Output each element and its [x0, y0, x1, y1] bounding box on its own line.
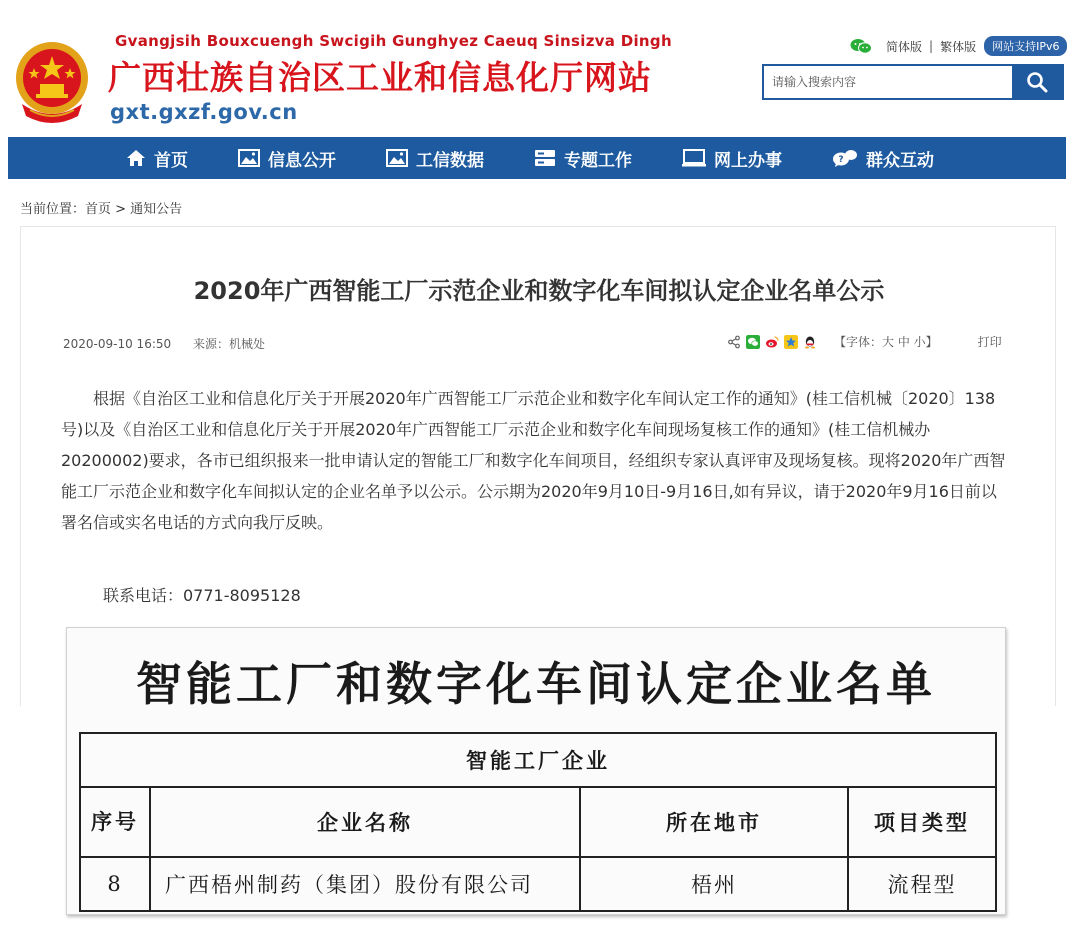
- wechat-icon[interactable]: [850, 38, 872, 54]
- share-icon[interactable]: [727, 335, 741, 349]
- nav-item-label: 网上办事: [714, 150, 782, 171]
- site-header: [0, 0, 1068, 135]
- image-icon: [386, 149, 408, 167]
- site-title[interactable]: 广西壮族自治区工业和信息化厅网站: [108, 58, 652, 97]
- article-body: 根据《自治区工业和信息化厅关于开展2020年广西智能工厂示范企业和数字化车间认定工作的通知》(桂工信机械〔2020〕138号)以及《自治区工业和信息化厅关于开展2020年广西智能工厂示范企业和数字化车间现场复核工作的通知》(桂工信机械办20200002)要求，各市已组织报来一批申请认定的智能工厂和数字化车间项目，经组织专家认真评审及现场复核。现将2020年广西智能工厂示范企业和数字化车间拟认定的企业名单予以公示。公示期为2020年9月10日-9月16日,如有异议，请于2020年9月16日前以署名信或实名电话的方式向我厅反映。: [61, 389, 1006, 532]
- table-row: [80, 857, 996, 911]
- header-seq: 序号: [80, 787, 150, 857]
- nav-item-home[interactable]: [126, 146, 188, 171]
- nav-item-label: 信息公开: [268, 150, 336, 171]
- nav-item-special-work[interactable]: [534, 146, 632, 171]
- font-size-control[interactable]: 【字体：大 中 小】: [834, 335, 938, 349]
- top-links: [850, 36, 1067, 56]
- monitor-icon: [682, 149, 706, 167]
- article-source: 来源：机械处: [192, 337, 265, 351]
- wechat-share-icon[interactable]: [746, 335, 760, 349]
- contact-phone: 联系电话：0771-8095128: [103, 586, 301, 605]
- row-city: 梧州: [580, 857, 848, 911]
- main-nav: [8, 137, 1066, 179]
- row-type: 流程型: [848, 857, 996, 911]
- chat-icon: [832, 149, 858, 167]
- qq-icon[interactable]: [803, 335, 817, 349]
- row-name: 广西梧州制药（集团）股份有限公司: [150, 857, 580, 911]
- nav-item-online-service[interactable]: [682, 146, 782, 171]
- header-type: 项目类型: [848, 787, 996, 857]
- table-header-row: [80, 787, 996, 857]
- print-link[interactable]: 打印: [977, 335, 1002, 349]
- row-seq: 8: [80, 857, 150, 911]
- qzone-icon[interactable]: [784, 335, 798, 349]
- home-icon: [126, 149, 146, 167]
- nav-item-info-public[interactable]: [238, 146, 336, 171]
- nav-item-label: 首页: [154, 150, 188, 171]
- article-meta: [63, 335, 265, 352]
- header-name: 企业名称: [150, 787, 580, 857]
- nav-item-label: 专题工作: [564, 150, 632, 171]
- nav-item-industry-data[interactable]: [386, 146, 484, 171]
- simplified-link[interactable]: 简体版: [886, 39, 923, 54]
- search-button[interactable]: [1012, 66, 1062, 98]
- image-icon: [238, 149, 260, 167]
- search-icon: [1026, 71, 1048, 93]
- national-emblem-icon[interactable]: [12, 38, 92, 128]
- search-box: [762, 64, 1064, 100]
- breadcrumb[interactable]: 当前位置：首页 > 通知公告: [20, 202, 183, 217]
- table-category: 智能工厂企业: [80, 733, 996, 787]
- link-separator: |: [929, 39, 934, 53]
- nav-item-public-interaction[interactable]: [832, 146, 934, 171]
- enterprise-table: [79, 732, 997, 912]
- document-image: [66, 627, 1006, 915]
- traditional-link[interactable]: 繁体版: [940, 39, 977, 54]
- article-title: 2020年广西智能工厂示范企业和数字化车间拟认定企业名单公示: [193, 277, 885, 305]
- header-city: 所在地市: [580, 787, 848, 857]
- article-tools: [727, 333, 1002, 350]
- ipv6-badge[interactable]: 网站支持IPv6: [984, 36, 1067, 56]
- server-icon: [534, 149, 556, 167]
- site-domain: gxt.gxzf.gov.cn: [110, 100, 298, 124]
- site-subtitle: Gvangjsih Bouxcuengh Swcigih Gunghyez Caeuq Sinsizva Dingh: [115, 32, 672, 50]
- nav-item-label: 群众互动: [866, 150, 934, 171]
- search-input[interactable]: [764, 66, 1012, 98]
- svg-text:?: ?: [838, 155, 844, 165]
- article-date: 2020-09-10 16:50: [63, 337, 172, 351]
- nav-item-label: 工信数据: [416, 150, 484, 171]
- weibo-icon[interactable]: [765, 335, 779, 349]
- document-title: 智能工厂和数字化车间认定企业名单: [136, 657, 936, 711]
